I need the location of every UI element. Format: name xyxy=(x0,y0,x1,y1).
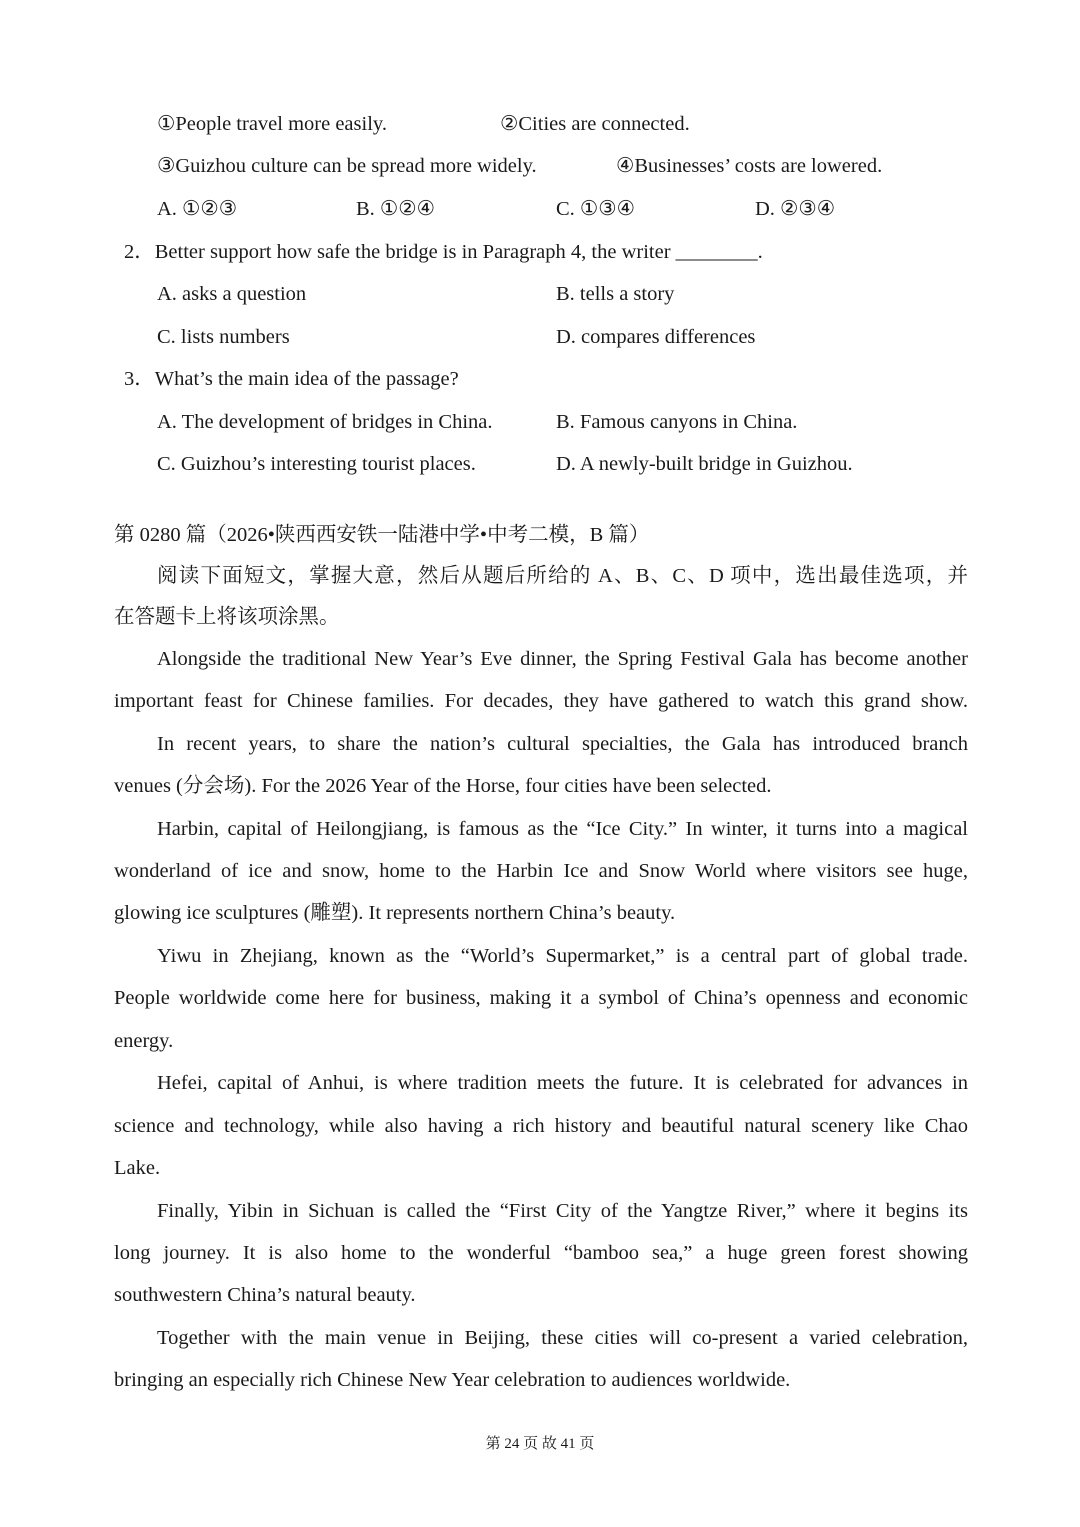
q3-stem: 3．What’s the main idea of the passage? xyxy=(124,368,459,390)
passage-p1-line-1: Alongside the traditional New Year’s Eve dinner, the Spring Festival Gala has become another xyxy=(157,648,968,670)
passage-p5-line-2: science and technology, while also having a rich history and beautiful natural scenery like Chao xyxy=(114,1115,968,1137)
q2-choice-b: B. tells a story xyxy=(556,283,675,305)
q1-item-3: ③Guizhou culture can be spread more widely. xyxy=(157,155,537,177)
passage-p6-line-2: long journey. It is also home to the wonderful “bamboo sea,” a huge green forest showing xyxy=(114,1242,968,1264)
passage-p5-line-3: Lake. xyxy=(114,1157,161,1179)
instruction-line-2: 在答题卡上将该项涂黑。 xyxy=(114,606,340,628)
q2-choice-c: C. lists numbers xyxy=(157,326,290,348)
instruction-line-1: 阅读下面短文，掌握大意，然后从题后所给的 A、B、C、D 项中，选出最佳选项，并 xyxy=(157,565,968,587)
q1-item-2: ②Cities are connected. xyxy=(500,113,690,135)
q3-choice-b: B. Famous canyons in China. xyxy=(556,411,798,433)
q1-item-4: ④Businesses’ costs are lowered. xyxy=(616,155,883,177)
q3-choice-d: D. A newly-built bridge in Guizhou. xyxy=(556,453,853,475)
passage-p2-line-2: venues (分会场). For the 2026 Year of the Horse, four cities have been selected. xyxy=(114,775,772,797)
q1-item-1: ①People travel more easily. xyxy=(157,113,387,135)
passage-p1-line-2: important feast for Chinese families. For decades, they have gathered to watch this grand show. xyxy=(114,690,968,712)
q3-choice-a: A. The development of bridges in China. xyxy=(157,411,493,433)
q1-choice-d: D. ②③④ xyxy=(755,198,836,220)
q2-choice-a: A. asks a question xyxy=(157,283,307,305)
section-heading: 第 0280 篇（2026•陕西西安铁一陆港中学•中考二模，B 篇） xyxy=(114,524,650,546)
q2-choice-d: D. compares differences xyxy=(556,326,756,348)
q2-stem: 2．Better support how safe the bridge is in Paragraph 4, the writer ________. xyxy=(124,241,763,263)
q3-choice-c: C. Guizhou’s interesting tourist places. xyxy=(157,453,476,475)
passage-p4-line-3: energy. xyxy=(114,1030,174,1052)
passage-p3-line-2: wonderland of ice and snow, home to the Harbin Ice and Snow World where visitors see huge, xyxy=(114,860,968,882)
passage-p7-line-2: bringing an especially rich Chinese New Year celebration to audiences worldwide. xyxy=(114,1369,791,1391)
passage-p4-line-1: Yiwu in Zhejiang, known as the “World’s Supermarket,” is a central part of global trade. xyxy=(157,945,968,967)
passage-p7-line-1: Together with the main venue in Beijing, these cities will co-present a varied celebration, xyxy=(157,1327,968,1349)
passage-p3-line-1: Harbin, capital of Heilongjiang, is famous as the “Ice City.” In winter, it turns into a magical xyxy=(157,818,968,840)
q1-choice-a: A. ①②③ xyxy=(157,198,238,220)
q1-choice-c: C. ①③④ xyxy=(556,198,636,220)
passage-p4-line-2: People worldwide come here for business, making it a symbol of China’s openness and economic xyxy=(114,987,968,1009)
q1-choice-b: B. ①②④ xyxy=(356,198,436,220)
passage-p2-line-1: In recent years, to share the nation’s cultural specialties, the Gala has introduced branch xyxy=(157,733,968,755)
passage-p5-line-1: Hefei, capital of Anhui, is where tradition meets the future. It is celebrated for advances in xyxy=(157,1072,968,1094)
passage-p6-line-1: Finally, Yibin in Sichuan is called the “First City of the Yangtze River,” where it begins its xyxy=(157,1200,968,1222)
passage-p6-line-3: southwestern China’s natural beauty. xyxy=(114,1284,416,1306)
page-number-footer: 第 24 页 故 41 页 xyxy=(485,1436,595,1452)
passage-p3-line-3: glowing ice sculptures (雕塑). It represents northern China’s beauty. xyxy=(114,902,676,924)
